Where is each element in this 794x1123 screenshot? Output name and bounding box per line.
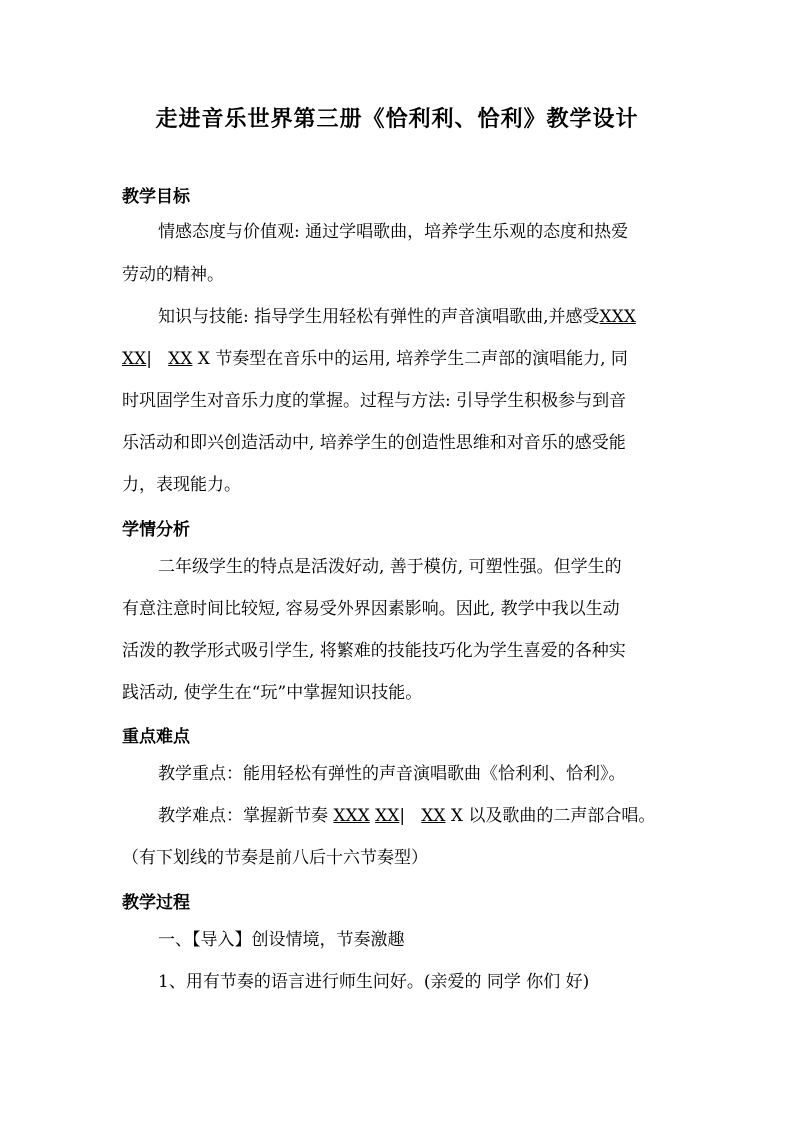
rhythm-notation: XXX	[333, 806, 370, 826]
rhythm-notation: XX	[122, 349, 147, 369]
section-heading-process: 教学过程	[122, 893, 190, 913]
rhythm-notation: XXX	[599, 307, 636, 327]
paragraph-line: 时巩固学生对音乐力度的掌握。过程与方法: 引导学生积极参与到音	[122, 391, 627, 411]
paragraph-line: 活泼的教学形式吸引学生, 将繁难的技能技巧化为学生喜爱的各种实	[122, 641, 626, 661]
paragraph-line: 二年级学生的特点是活泼好动, 善于模仿, 可塑性强。但学生的	[158, 557, 622, 577]
process-substep: 1、用有节奏的语言进行师生问好。(亲爱的 同学 你们 好)	[158, 972, 590, 992]
text-run: 知识与技能: 指导学生用轻松有弹性的声音演唱歌曲,并感受	[158, 307, 600, 327]
teaching-difficulty-line	[158, 805, 655, 827]
rhythm-notation: XX	[421, 806, 446, 826]
bar-line: |	[146, 349, 152, 369]
section-heading-goals: 教学目标	[122, 187, 190, 207]
rhythm-notation: XX	[168, 349, 193, 369]
document-title: 走进音乐世界第三册《恰利利、恰利》教学设计	[155, 106, 639, 132]
text-run: X 以及歌曲的二声部合唱。	[450, 806, 656, 826]
text-run: X 节奏型在音乐中的运用, 培养学生二声部的演唱能力, 同	[197, 349, 628, 369]
paragraph-line: 劳动的精神。	[122, 265, 224, 285]
paragraph-line	[158, 306, 636, 328]
paragraph-line: 践活动, 使学生在“玩”中掌握知识技能。	[122, 683, 423, 703]
paragraph-line	[122, 348, 628, 370]
paragraph-line: 乐活动和即兴创造活动中, 培养学生的创造性思维和对音乐的感受能	[122, 433, 626, 453]
paragraph-line: 力，表现能力。	[122, 475, 241, 495]
paragraph-line: 情感态度与价值观: 通过学唱歌曲，培养学生乐观的态度和热爱	[158, 222, 629, 242]
footnote-line: （有下划线的节奏是前八后十六节奏型）	[122, 848, 428, 868]
rhythm-notation: XX	[375, 806, 400, 826]
process-step: 一、【导入】创设情境，节奏激趣	[158, 930, 405, 950]
teaching-focus-line: 教学重点：能用轻松有弹性的声音演唱歌曲《恰利利、恰利》。	[158, 764, 626, 784]
text-run: 教学难点：掌握新节奏	[158, 806, 328, 826]
section-heading-analysis: 学情分析	[122, 520, 190, 540]
section-heading-keypoints: 重点难点	[122, 727, 190, 747]
paragraph-line: 有意注意时间比较短, 容易受外界因素影响。因此, 教学中我以生动	[122, 599, 620, 619]
bar-line: |	[399, 806, 406, 826]
